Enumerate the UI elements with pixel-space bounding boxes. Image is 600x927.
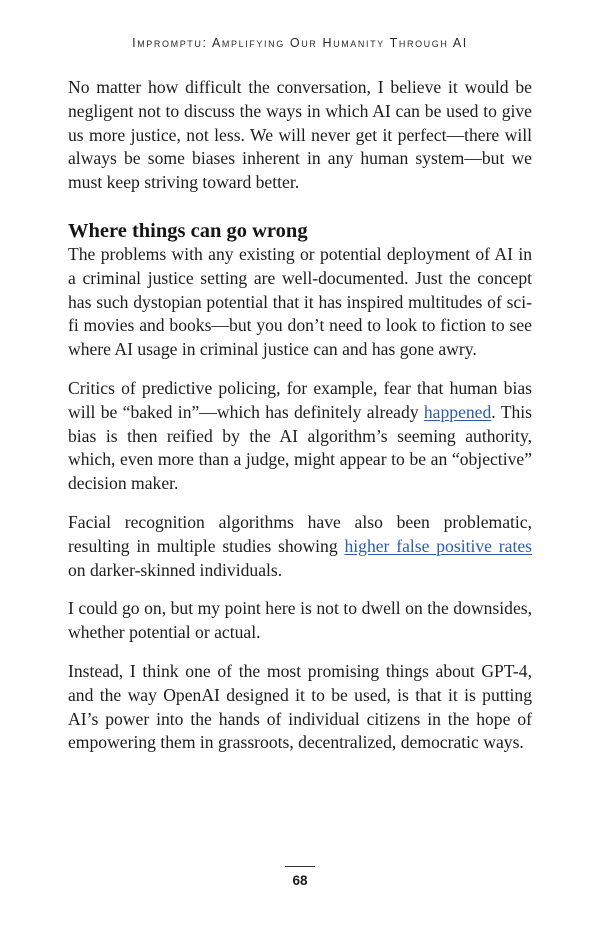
paragraph-problems: The problems with any existing or potential deployment of AI in a criminal justice setting are well-documented. Just the concept has such dystopian potential that it has inspired multitudes of sci-fi movies and books—but you don’t need to look to fiction to see where AI usage in criminal justice can and has gone awry.	[68, 243, 532, 360]
paragraph-text: on darker-skinned individuals.	[68, 559, 283, 580]
happened-link[interactable]: happened	[423, 401, 492, 422]
paragraph-text: Facial recognition algorithms have also been problematic, resulting in multiple studies showing	[68, 511, 532, 556]
paragraph-gpt4: Instead, I think one of the most promising things about GPT-4, and the way OpenAI designed it to be used, is that it is putting AI’s power into the hands of individual citizens in the hope of empowering them in grassroots, decentralized, democratic ways.	[68, 660, 532, 753]
false-positive-rates-link[interactable]: higher false positive rates	[344, 535, 532, 556]
paragraph-predictive-policing	[68, 377, 532, 496]
paragraph-justice: No matter how difficult the conversation, I believe it would be negligent not to discuss the ways in which AI can be used to give us more justice, not less. We will never get it perfect—there will always be some biases inherent in any human system—but we must keep striving toward better.	[68, 77, 532, 193]
paragraph-downsides: I could go on, but my point here is not to dwell on the downsides, whether potential or actual.	[68, 598, 532, 643]
running-header: Impromptu: Amplifying Our Humanity Through AI	[132, 36, 468, 50]
paragraph-facial-recognition	[68, 511, 532, 582]
page-body	[68, 76, 532, 770]
page-number: 68	[292, 873, 308, 888]
section-heading: Where things can go wrong	[68, 219, 308, 242]
paragraph-text: . This bias is then reified by the AI algorithm’s seeming authority, which, even more than a judge, might appear to be an “objective” decision maker.	[68, 401, 532, 494]
page-number-rule	[285, 866, 315, 867]
paragraph-text: Critics of predictive policing, for example, fear that human bias will be “baked in”—which has definitely already	[68, 377, 532, 422]
